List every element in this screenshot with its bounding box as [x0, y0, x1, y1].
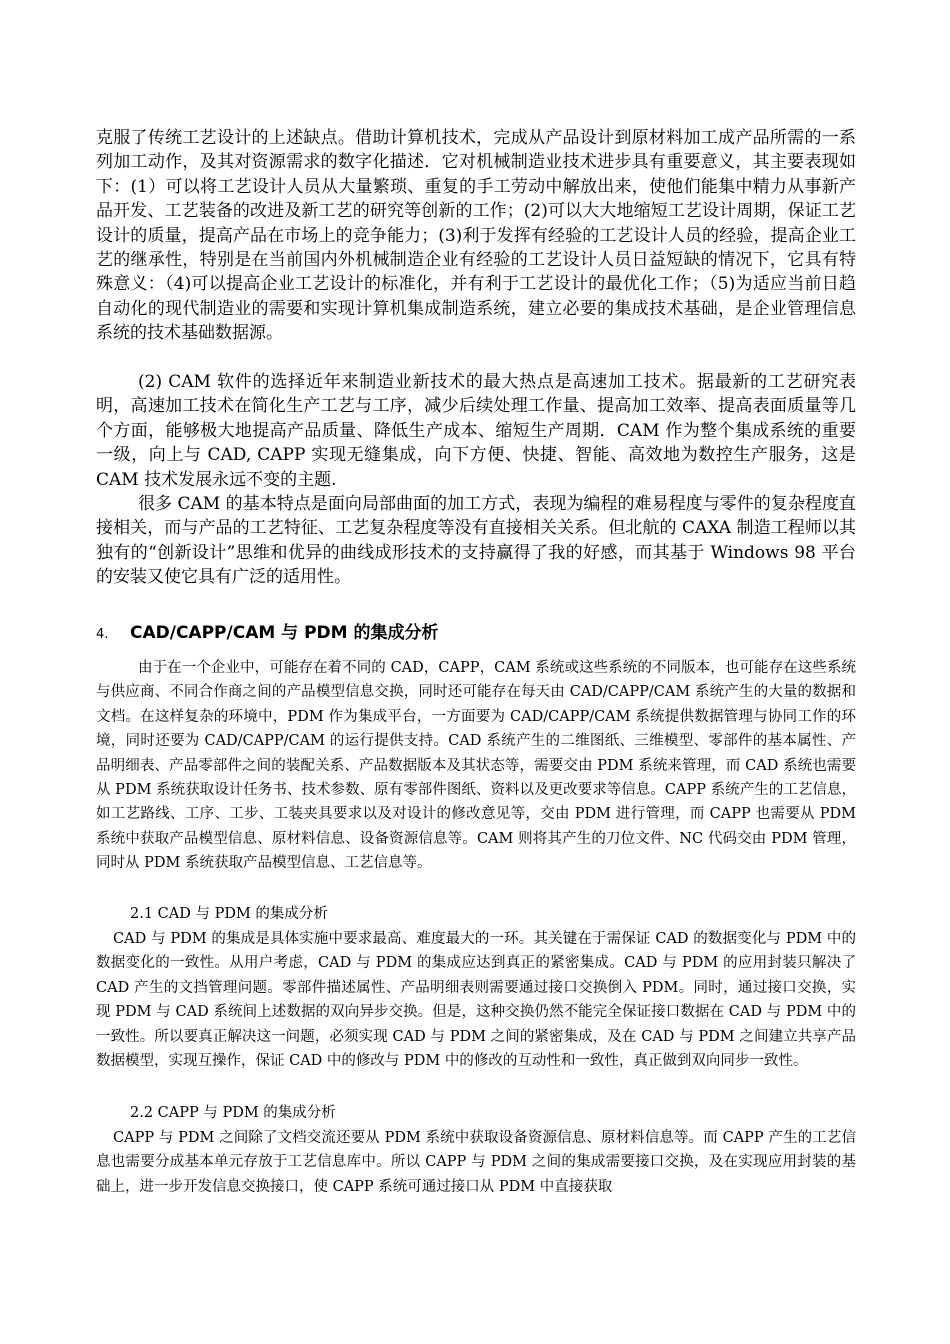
paragraph-integration-overview: 由于在一个企业中，可能存在着不同的 CAD，CAPP，CAM 系统或这些系统的不同版本，也可能存在这些系统与供应商、不同合作商之间的产品模型信息交换，同时还可能存在每天由 CAD/CAPP/CAM 系统产生的大量的数据和文档。在这样复杂的环境中，PDM 作为集成平台，一方面要为 CAD/CAPP/CAM 系统提供数据管理与协同工作的环境，同时还要为 CAD/CAPP/CAM 的运行提供支持。CAD 系统产生的二维图纸、三维模型、零部件的基本属性、产品明细表、产品零部件之间的装配关系、产品数据版本及其状态等，需要交由 PDM 系统来管理，而 CAD 系统也需要从 PDM 系统获取设计任务书、技术参数、原有零部件图纸、资料以及更改要求等信息。CAPP 系统产生的工艺信息，如工艺路线、工序、工步、工装夹具要求以及对设计的修改意见等，交由 PDM 进行管理，而 CAPP 也需要从 PDM 系统中获取产品模型信息、原材料信息、设备资源信息等。CAM 则将其产生的刀位文件、NC 代码交由 PDM 管理，同时从 PDM 系统获取产品模型信息、工艺信息等。 — [96, 660, 856, 872]
section-number: 4. — [96, 627, 109, 642]
paragraph-capp-pdm-integration: CAPP 与 PDM 之间除了文档交流还要从 PDM 系统中获取设备资源信息、原材料信息等。而 CAPP 产生的工艺信息也需要分成基本单元存放于工艺信息库中。所以 CAPP 与 PDM 之间的集成需要接口交换，及在实现应用封装的基础上，进一步开发信息交换接口，使 CAPP 系统可通过接口从 PDM 中直接获取 — [96, 1130, 856, 1195]
subsection-title-cad-pdm: 2.1 CAD 与 PDM 的集成分析 — [130, 906, 328, 922]
paragraph-cam-software-selection: (2) CAM 软件的选择近年来制造业新技术的最大热点是高速加工技术。据最新的工艺研究表明，高速加工技术在简化生产工艺与工序，减少后续处理工作量、提高加工效率、提高表面质量等几个方面，能够极大地提高产品质量、降低生产成本、缩短生产周期．CAM 作为整个集成系统的重要一级，向上与 CAD, CAPP 实现无缝集成，向下方便、快捷、智能、高效地为数控生产服务，这是 CAM 技术发展永远不变的主题. — [96, 372, 856, 490]
subsection-title-capp-pdm: 2.2 CAPP 与 PDM 的集成分析 — [130, 1105, 336, 1121]
section-title: CAD/CAPP/CAM 与 PDM 的集成分析 — [130, 623, 439, 643]
section-heading — [96, 618, 439, 643]
paragraph-process-design-benefits: 克服了传统工艺设计的上述缺点。借助计算机技术，完成从产品设计到原材料加工成产品所需的一系列加工动作，及其对资源需求的数字化描述．它对机械制造业技术进步具有重要意义，其主要表现如下：(1）可以将工艺设计人员从大量繁琐、重复的手工劳动中解放出来，使他们能集中精力从事新产品开发、工艺装备的改进及新工艺的研究等创新的工作；(2)可以大大地缩短工艺设计周期，保证工艺设计的质量，提高产品在市场上的竞争能力；(3)利于发挥有经验的工艺设计人员的经验，提高企业工艺的继承性，特别是在当前国内外机械制造企业有经验的工艺设计人员日益短缺的情况下，它具有特殊意义：（4)可以提高企业工艺设计的标准化，并有利于工艺设计的最优化工作；（5)为适应当前日趋自动化的现代制造业的需要和实现计算机集成制造系统，建立必要的集成技术基础，是企业管理信息系统的技术基础数据源。 — [96, 128, 856, 344]
paragraph-cad-pdm-integration: CAD 与 PDM 的集成是具体实施中要求最高、难度最大的一环。其关键在于需保证 CAD 的数据变化与 PDM 中的数据变化的一致性。从用户考虑，CAD 与 PDM 的集成应达到真正的紧密集成。CAD 与 PDM 的应用封装只解决了 CAD 产生的文挡管理问题。零部件描述属性、产品明细表则需要通过接口交换倒入 PDM。同时，通过接口交换，实现 PDM 与 CAD 系统间上述数据的双向异步交换。但是，这种交换仍然不能完全保证接口数据在 CAD 与 PDM 中的一致性。所以要真正解决这一问题，必须实现 CAD 与 PDM 之间的紧密集成，及在 CAD 与 PDM 之间建立共享产品数据模型，实现互操作，保证 CAD 中的修改与 PDM 中的修改的互动性和一致性，真正做到双向同步一致性。 — [96, 931, 856, 1070]
paragraph-cam-features: 很多 CAM 的基本特点是面向局部曲面的加工方式，表现为编程的难易程度与零件的复杂程度直接相关，而与产品的工艺特征、工艺复杂程度等没有直接相关关系。但北航的 CAXA 制造工程师以其独有的“创新设计”思维和优异的曲线成形技术的支持赢得了我的好感，而其基于 Windows 98 平台的安装又使它具有广泛的适用性。 — [96, 494, 856, 588]
